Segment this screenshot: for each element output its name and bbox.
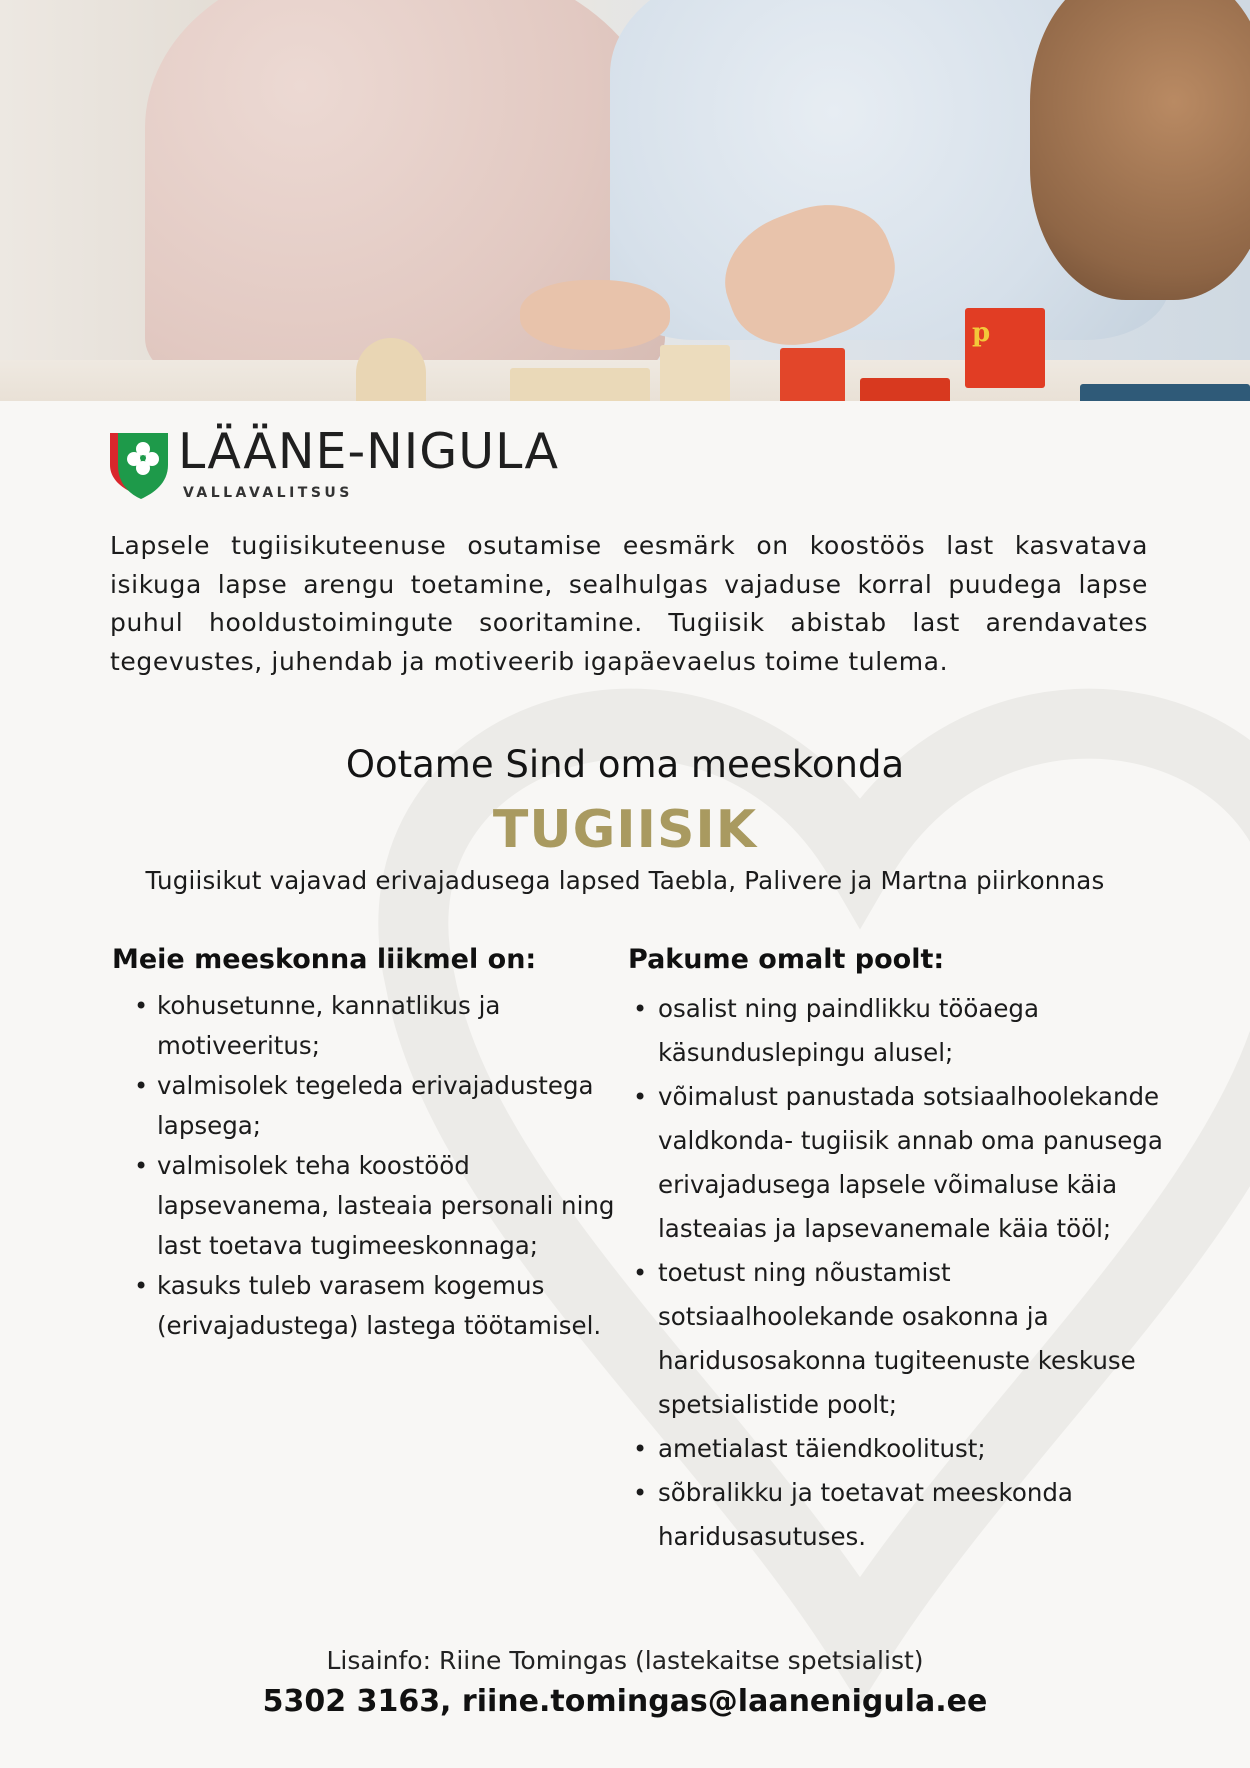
invitation-heading: Ootame Sind oma meeskonda bbox=[345, 743, 905, 786]
list-item: • valmisolek tegeleda erivajadustega lapsega; bbox=[112, 1066, 632, 1146]
list-item: • osalist ning paindlikku tööaega käsunduslepingu alusel; bbox=[628, 987, 1188, 1075]
contact-details[interactable]: 5302 3163, riine.tomingas@laanenigula.ee bbox=[262, 1684, 988, 1719]
requirements-title: Meie meeskonna liikmel on: bbox=[112, 944, 537, 975]
block-letter: p bbox=[972, 318, 991, 348]
list-item: • kasuks tuleb varasem kogemus (erivajadustega) lastega töötamisel. bbox=[112, 1266, 632, 1346]
requirements-list bbox=[112, 986, 632, 1346]
intro-paragraph: Lapsele tugiisikuteenuse osutamise eesmärk on koostöös last kasvatava isikuga lapse arengu toetamine, sealhulgas vajaduse korral puudega lapse puhul hooldustoimingute sooritamine. Tugiisik abistab last arendavates tegevustes, juhendab ja motiveerib igapäevaelus toime tulema. bbox=[110, 531, 1148, 676]
list-item: • võimalust panustada sotsiaalhoolekande valdkonda- tugiisik annab oma panusega erivajadusega lapsele võimaluse käia lasteaias ja lapsevanemale käia tööl; bbox=[628, 1075, 1188, 1251]
list-item: • kohusetunne, kannatlikus ja motiveeritus; bbox=[112, 986, 632, 1066]
list-item: • valmisolek teha koostööd lapsevanema, lasteaia personali ning last toetava tugimeeskonnaga; bbox=[112, 1146, 632, 1266]
location-subheading: Tugiisikut vajavad erivajadusega lapsed Taebla, Palivere ja Martna piirkonnas bbox=[145, 866, 1105, 895]
hero-photo bbox=[0, 0, 1250, 401]
list-item: • sõbralikku ja toetavat meeskonda haridusasutuses. bbox=[628, 1471, 1188, 1559]
job-title: TUGIISIK bbox=[492, 800, 758, 860]
logo-subtitle: VALLAVALITSUS bbox=[183, 485, 353, 501]
contact-info: Lisainfo: Riine Tomingas (lastekaitse spetsialist) bbox=[326, 1646, 924, 1675]
coat-of-arms-icon bbox=[108, 429, 170, 501]
offer-title: Pakume omalt poolt: bbox=[628, 944, 945, 975]
list-item: • toetust ning nõustamist sotsiaalhoolekande osakonna ja haridusosakonna tugiteenuste keskuse spetsialistide poolt; bbox=[628, 1251, 1188, 1427]
offer-list bbox=[628, 987, 1188, 1559]
logo-name: LÄÄNE-NIGULA bbox=[178, 423, 560, 480]
municipality-logo bbox=[108, 423, 668, 507]
list-item: • ametialast täiendkoolitust; bbox=[628, 1427, 1188, 1471]
